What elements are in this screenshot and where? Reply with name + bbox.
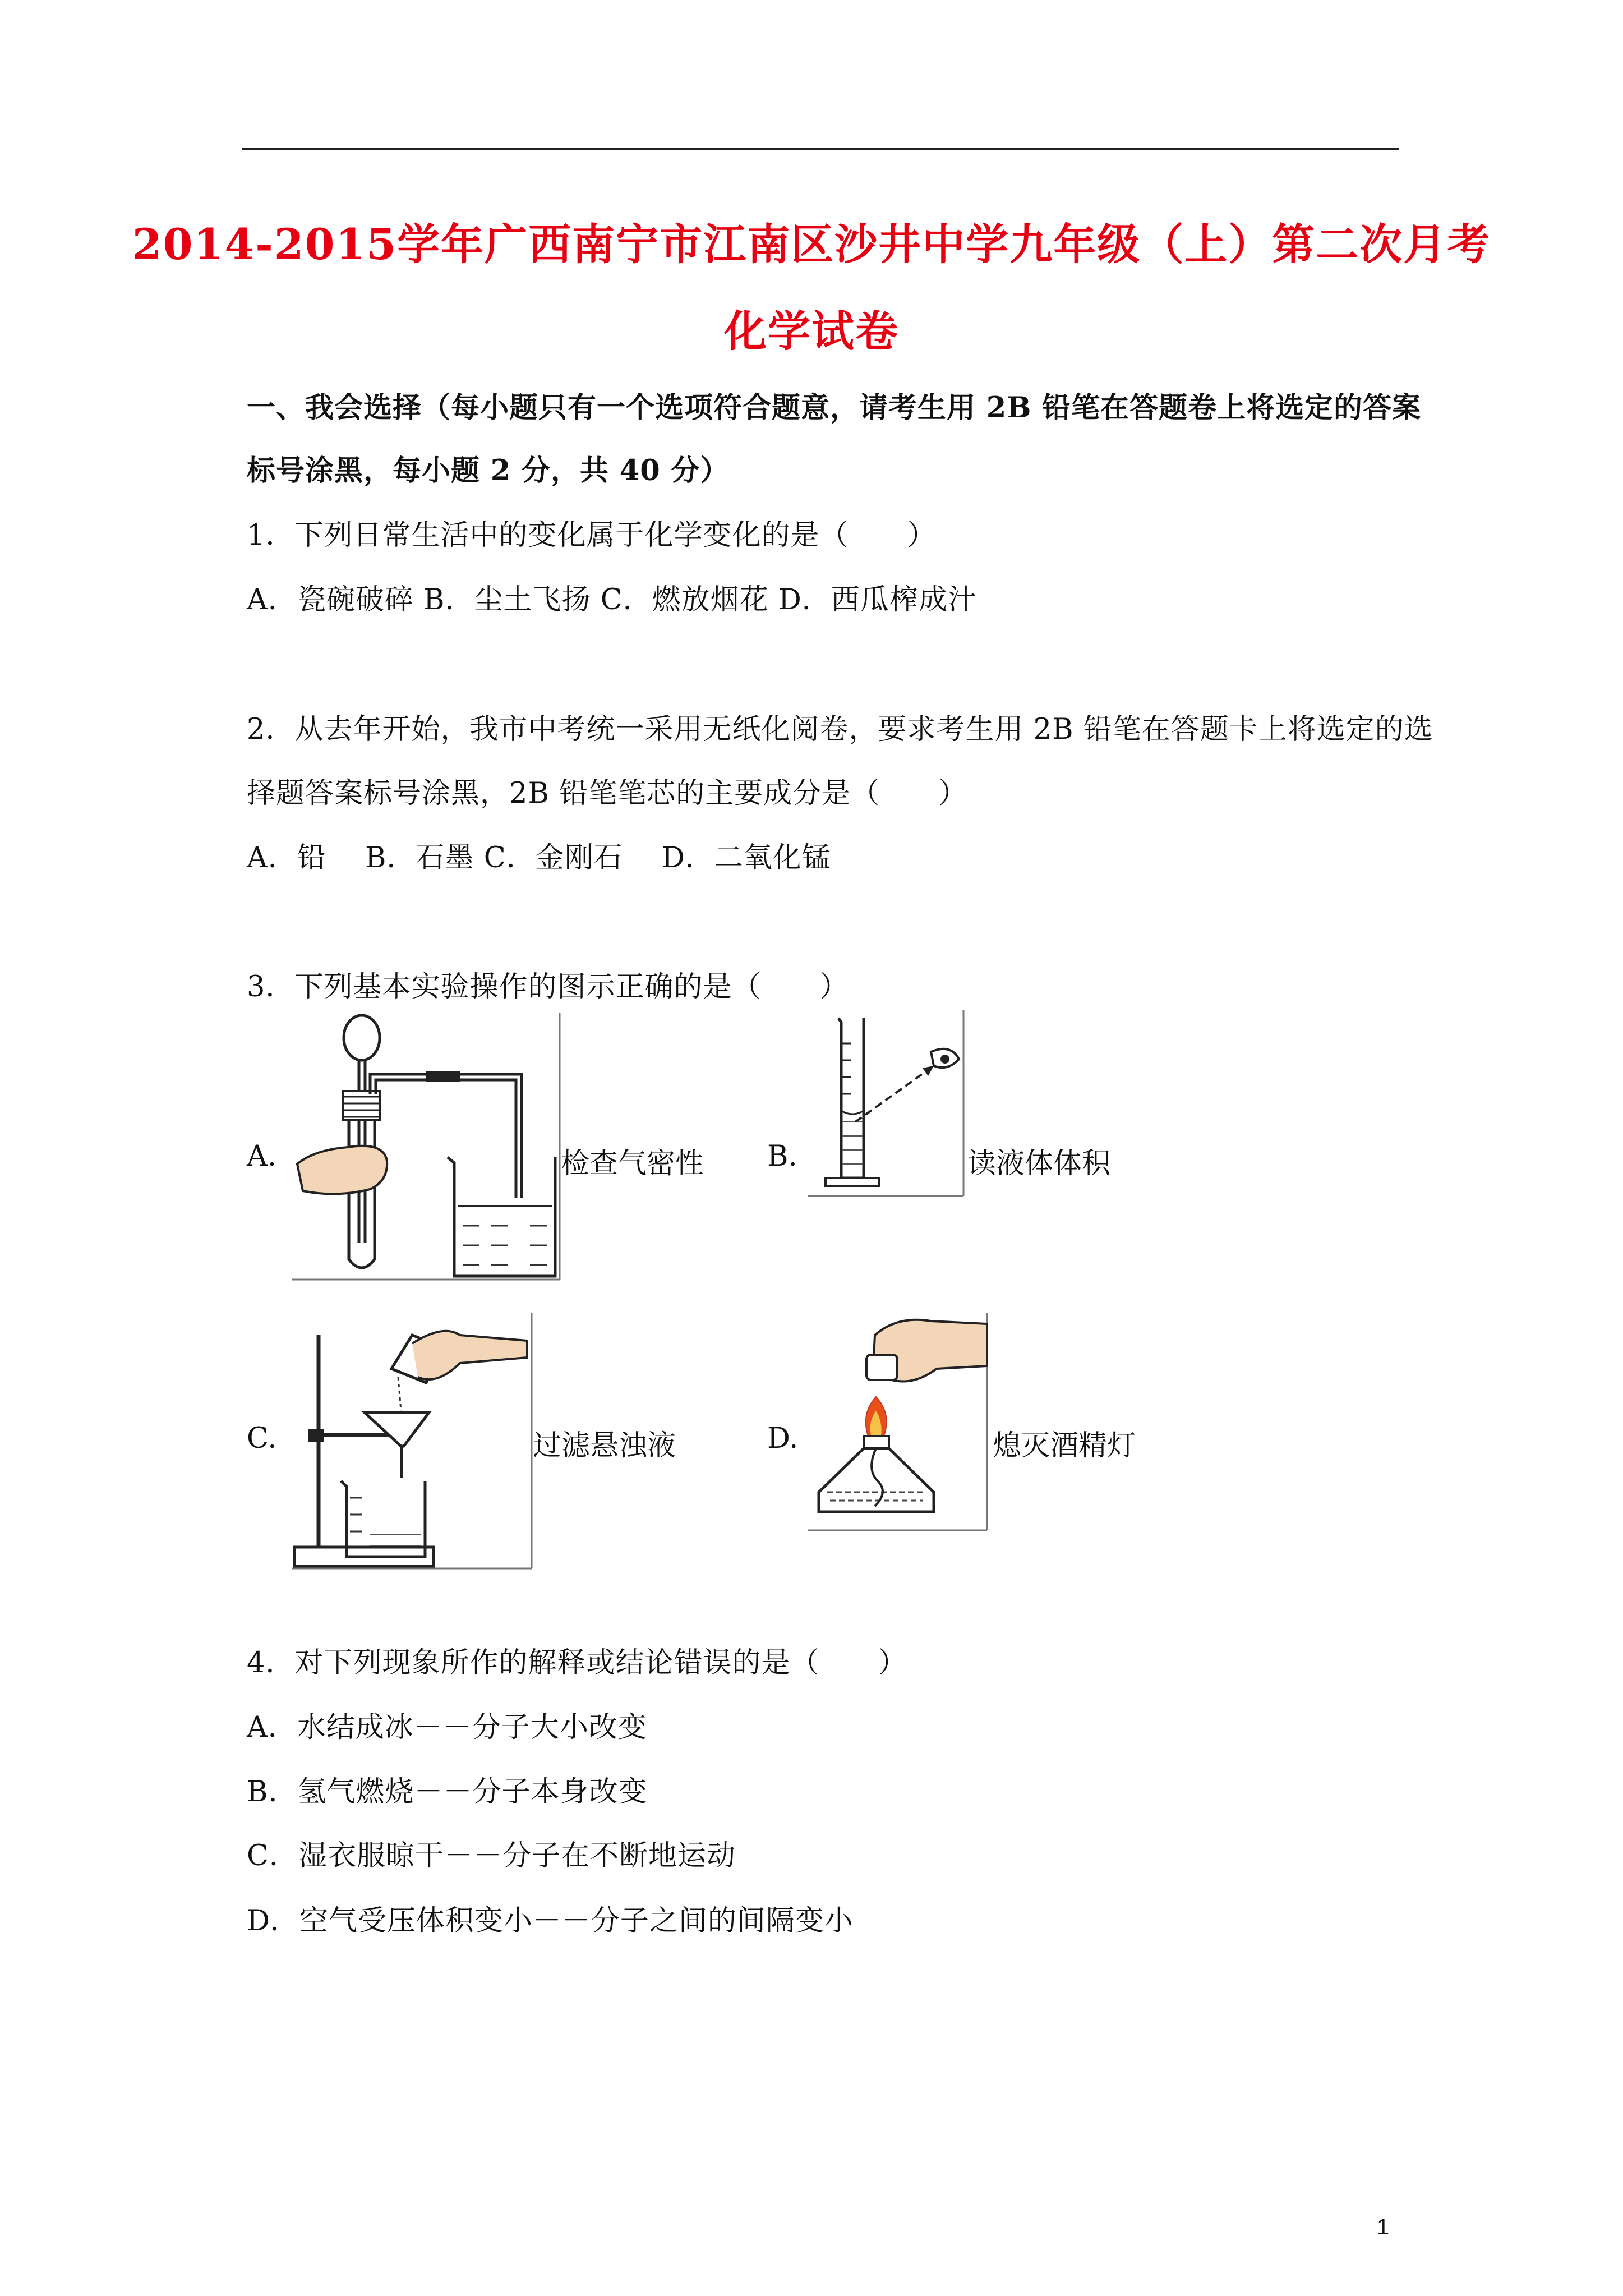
exam-title-line1: 2014-2015学年广西南宁市江南区沙井中学九年级（上）第二次月考 <box>132 219 1491 269</box>
question-4-option-b: B．氢气燃烧－－分子本身改变 <box>247 1775 648 1809</box>
figure-a-letter: A. <box>247 1140 277 1173</box>
graduated-cylinder-reading-icon <box>808 1010 965 1198</box>
header-rule <box>242 148 1399 150</box>
alcohol-lamp-extinguish-icon <box>808 1313 988 1531</box>
page-number: 1 <box>1377 2215 1390 2239</box>
question-4-option-c: C．湿衣服晾干－－分子在不断地运动 <box>247 1839 736 1872</box>
question-4-option-a: A．水结成冰－－分子大小改变 <box>247 1711 647 1744</box>
figure-c-letter: C. <box>247 1422 277 1455</box>
question-2-stem-line2: 择题答案标号涂黑，2B 铅笔笔芯的主要成分是（ ） <box>247 777 968 810</box>
figure-b-letter: B. <box>767 1140 797 1173</box>
figure-c-caption: 过滤悬浊液 <box>533 1429 676 1462</box>
airtightness-check-icon <box>292 1013 561 1282</box>
figure-d-letter: D. <box>767 1422 799 1455</box>
section-heading-line1: 一、我会选择（每小题只有一个选项符合题意，请考生用 2B 铅笔在答题卷上将选定的答案 <box>247 391 1422 425</box>
figure-a-caption: 检查气密性 <box>561 1147 704 1180</box>
question-1-stem: 1．下列日常生活中的变化属于化学变化的是（ ） <box>247 519 937 552</box>
question-3-stem: 3．下列基本实验操作的图示正确的是（ ） <box>247 970 849 1004</box>
question-4-stem: 4．对下列现象所作的解释或结论错误的是（ ） <box>247 1646 907 1680</box>
question-1-options: A．瓷碗破碎 B．尘土飞扬 C．燃放烟花 D．西瓜榨成汁 <box>247 583 977 616</box>
question-2-stem-line1: 2．从去年开始，我市中考统一采用无纸化阅卷，要求考生用 2B 铅笔在答题卡上将选定的选 <box>247 713 1433 746</box>
figure-b-caption: 读液体体积 <box>967 1147 1111 1180</box>
exam-title-line2: 化学试卷 <box>724 306 899 356</box>
section-heading-line2: 标号涂黑，每小题 2 分，共 40 分） <box>247 454 730 487</box>
question-4-option-d: D．空气受压体积变小－－分子之间的间隔变小 <box>247 1904 854 1938</box>
filtration-apparatus-icon <box>292 1313 533 1571</box>
figure-d-caption: 熄灭酒精灯 <box>993 1429 1136 1462</box>
question-2-options: A．铅 B．石墨 C．金刚石 D．二氧化锰 <box>247 841 831 875</box>
